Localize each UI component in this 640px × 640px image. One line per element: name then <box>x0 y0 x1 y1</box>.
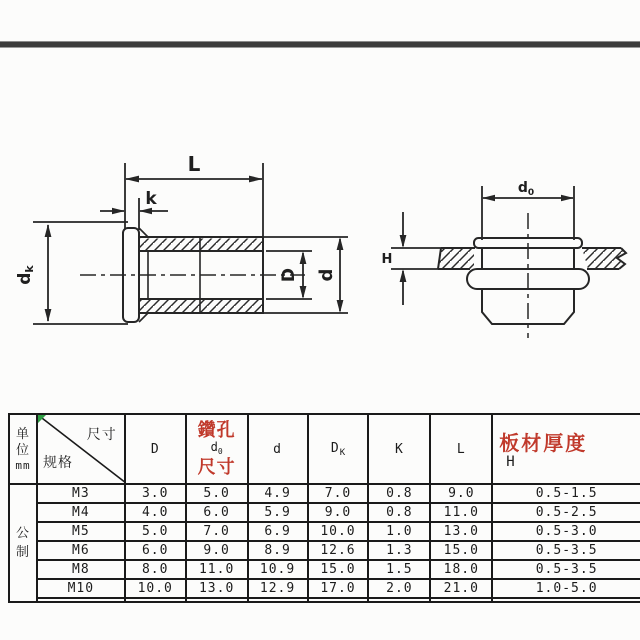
table-row-m10 <box>9 579 640 598</box>
cell-d: 8.9 <box>248 541 308 560</box>
cell-spec: M8 <box>37 560 125 579</box>
header-spec-label: 规格 <box>42 455 73 471</box>
cell-K: 0.8 <box>368 503 430 522</box>
cell-D: 4.0 <box>125 503 186 522</box>
top-wall-hatch <box>140 239 262 251</box>
cell-H: 1.0-5.0 <box>492 579 640 598</box>
table-row-m3 <box>9 484 640 503</box>
cell-L: 21.0 <box>430 579 492 598</box>
svg-text:k: k <box>145 189 157 209</box>
spec-table <box>8 413 640 603</box>
cell-spec: M10 <box>37 579 125 598</box>
header-d: d <box>248 414 308 484</box>
header-D: D <box>125 414 186 484</box>
table-row-m5 <box>9 522 640 541</box>
cell-L: 11.0 <box>430 503 492 522</box>
header-size-label: 尺寸 <box>86 427 117 443</box>
cell-d0: 7.0 <box>186 522 248 541</box>
cell-d0: 11.0 <box>186 560 248 579</box>
cell-D: 10.0 <box>125 579 186 598</box>
cell-d: 6.9 <box>248 522 308 541</box>
cell-Dk: 15.0 <box>308 560 369 579</box>
cell-d: 4.9 <box>248 484 308 503</box>
cell-D: 5.0 <box>125 522 186 541</box>
installed-view <box>382 180 626 338</box>
cell-Dk: 7.0 <box>308 484 369 503</box>
drill-red-bottom: 尺寸 <box>197 456 236 478</box>
cell-spec: M5 <box>37 522 125 541</box>
cell-Dk: 9.0 <box>308 503 369 522</box>
cell-spec: M4 <box>37 503 125 522</box>
plate-symbol: H <box>506 453 515 470</box>
svg-text:L: L <box>187 152 201 176</box>
dimension-d0 <box>482 180 574 240</box>
cell-K: 1.5 <box>368 560 430 579</box>
cell-K: 1.0 <box>368 522 430 541</box>
unit-title: 单位 <box>15 427 30 458</box>
cell-d: 5.9 <box>248 503 308 522</box>
cell-d: 12.9 <box>248 579 308 598</box>
cut-off-row <box>9 598 640 602</box>
svg-text:d0: $d_0$ <box>517 180 535 198</box>
cell-H: 0.5-2.5 <box>492 503 640 522</box>
cell-L: 15.0 <box>430 541 492 560</box>
svg-text:H: H <box>381 252 393 267</box>
diagonal-header-cell <box>37 414 125 484</box>
table-row-m4 <box>9 503 640 522</box>
cell-Dk: 17.0 <box>308 579 369 598</box>
cell-K: 0.8 <box>368 484 430 503</box>
rivet-nut-section-view <box>15 152 348 324</box>
cell-Dk: 10.0 <box>308 522 369 541</box>
cell-L: 9.0 <box>430 484 492 503</box>
cell-d0: 13.0 <box>186 579 248 598</box>
dimension-H <box>382 212 445 305</box>
cell-K: 1.3 <box>368 541 430 560</box>
table-row-m8 <box>9 560 640 579</box>
cell-d0: 9.0 <box>186 541 248 560</box>
rivet-nut-body <box>80 228 305 322</box>
plate-section <box>438 248 626 269</box>
cell-D: 3.0 <box>125 484 186 503</box>
dimension-k <box>100 189 168 230</box>
header-K: K <box>368 414 430 484</box>
header-Dk: $D_K$ <box>308 414 369 484</box>
system-cell: 公制 <box>9 484 37 602</box>
dimension-dk <box>15 222 128 324</box>
cell-D: 8.0 <box>125 560 186 579</box>
table-row-m6 <box>9 541 640 560</box>
svg-text:dk: dk <box>15 265 36 285</box>
cell-spec: M6 <box>37 541 125 560</box>
cell-d: 10.9 <box>248 560 308 579</box>
plate-red-label: 板材厚度 <box>499 430 588 455</box>
header-drill-size <box>186 414 248 484</box>
cell-spec: M3 <box>37 484 125 503</box>
header-plate-thickness <box>492 414 640 484</box>
cell-Dk: 12.6 <box>308 541 369 560</box>
header-row <box>9 414 640 484</box>
cell-H: 0.5-3.0 <box>492 522 640 541</box>
svg-text:d: d <box>316 268 337 282</box>
cell-H: 0.5-3.5 <box>492 541 640 560</box>
cell-H: 0.5-3.5 <box>492 560 640 579</box>
cell-H: 0.5-1.5 <box>492 484 640 503</box>
cell-d0: 5.0 <box>186 484 248 503</box>
drill-red-top: 鑽孔 <box>197 419 236 441</box>
cell-d0: 6.0 <box>186 503 248 522</box>
cell-K: 2.0 <box>368 579 430 598</box>
unit-header-cell <box>9 414 37 484</box>
svg-text:D: D <box>279 267 299 283</box>
cell-D: 6.0 <box>125 541 186 560</box>
header-L: L <box>430 414 492 484</box>
drill-symbol: $d_0$ <box>210 439 223 456</box>
cell-L: 13.0 <box>430 522 492 541</box>
unit-mm: mm <box>15 459 31 472</box>
cell-L: 18.0 <box>430 560 492 579</box>
bottom-wall-hatch <box>140 300 262 313</box>
green-corner-mark <box>38 415 46 423</box>
installed-rivet-nut <box>467 213 589 338</box>
